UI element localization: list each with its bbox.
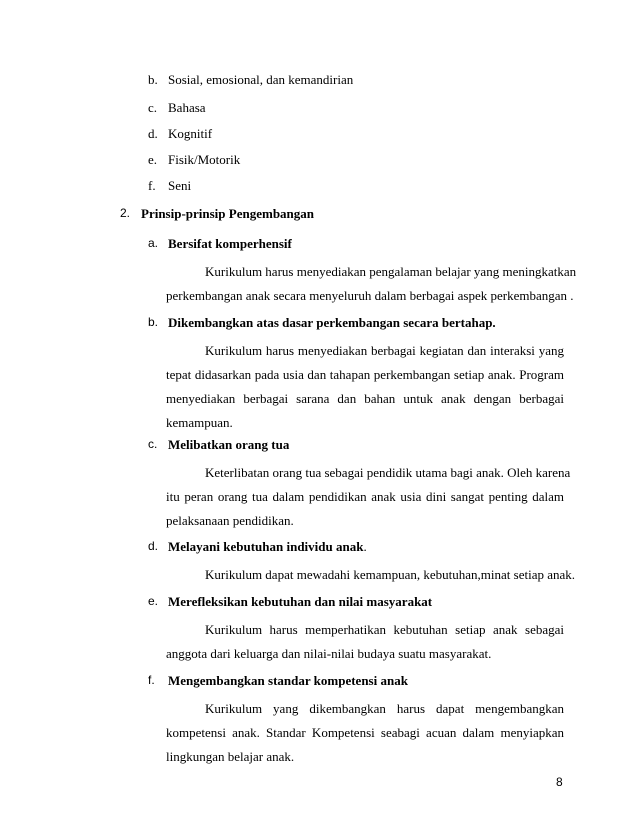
principle-paragraph-line: Keterlibatan orang tua sebagai pendidik utama bagi anak. Oleh karena bbox=[205, 465, 571, 480]
principle-title: Melayani kebutuhan individu anak bbox=[168, 539, 364, 554]
principle-paragraph-line: Kurikulum harus memperhatikan kebutuhan setiap anak sebagai bbox=[205, 622, 564, 637]
list-item: Fisik/Motorik bbox=[168, 152, 241, 167]
principle-marker: a. bbox=[148, 236, 159, 250]
list-marker: f. bbox=[148, 178, 156, 193]
principle-marker: e. bbox=[148, 594, 159, 608]
principle-paragraph-line: menyediakan berbagai sarana dan bahan untuk anak dengan berbagai bbox=[166, 391, 564, 406]
principle-title: Dikembangkan atas dasar perkembangan secara bertahap. bbox=[168, 315, 496, 330]
principle-marker: d. bbox=[148, 539, 159, 553]
principle-paragraph-line: perkembangan anak secara menyeluruh dalam berbagai aspek perkembangan . bbox=[166, 288, 574, 303]
list-item: Bahasa bbox=[168, 100, 206, 115]
principle-paragraph-line: tepat didasarkan pada usia dan tahapan perkembangan setiap anak. Program bbox=[166, 367, 564, 382]
principle-paragraph-line: Kurikulum yang dikembangkan harus dapat mengembangkan bbox=[205, 701, 564, 716]
list-marker: e. bbox=[148, 152, 158, 167]
principle-paragraph-line: pelaksanaan pendidikan. bbox=[166, 513, 294, 528]
principle-paragraph-line: lingkungan belajar anak. bbox=[166, 749, 295, 764]
principle-title-suffix: . bbox=[363, 539, 367, 554]
principle-title: Bersifat komperhensif bbox=[168, 236, 292, 251]
list-item: Kognitif bbox=[168, 126, 213, 141]
section-heading: Prinsip-prinsip Pengembangan bbox=[141, 206, 315, 221]
principle-paragraph-line: kompetensi anak. Standar Kompetensi seabagi acuan dalam menyiapkan bbox=[166, 725, 564, 740]
list-marker: d. bbox=[148, 126, 158, 141]
page-number: 8 bbox=[556, 775, 563, 789]
principle-paragraph-line: Kurikulum harus menyediakan pengalaman belajar yang meningkatkan bbox=[205, 264, 577, 279]
principle-marker: f. bbox=[148, 673, 155, 687]
principle-title: Mengembangkan standar kompetensi anak bbox=[168, 673, 408, 688]
principle-title: Melibatkan orang tua bbox=[168, 437, 290, 452]
list-marker: c. bbox=[148, 100, 158, 115]
principle-paragraph-line: Kurikulum harus menyediakan berbagai kegiatan dan interaksi yang bbox=[205, 343, 564, 358]
section-number: 2. bbox=[120, 206, 131, 220]
principle-paragraph-line: anggota dari keluarga dan nilai-nilai budaya suatu masyarakat. bbox=[166, 646, 492, 661]
principle-paragraph-line: kemampuan. bbox=[166, 415, 233, 430]
list-marker: b. bbox=[148, 72, 158, 87]
principle-title: Merefleksikan kebutuhan dan nilai masyarakat bbox=[168, 594, 433, 609]
principle-paragraph-line: Kurikulum dapat mewadahi kemampuan, kebutuhan,minat setiap anak. bbox=[205, 567, 576, 582]
list-item: Sosial, emosional, dan kemandirian bbox=[168, 72, 354, 87]
principle-paragraph-line: itu peran orang tua dalam pendidikan anak usia dini sangat penting dalam bbox=[166, 489, 564, 504]
principle-marker: b. bbox=[148, 315, 159, 329]
principle-title-line bbox=[168, 539, 367, 555]
principle-marker: c. bbox=[148, 437, 158, 451]
list-item: Seni bbox=[168, 178, 192, 193]
